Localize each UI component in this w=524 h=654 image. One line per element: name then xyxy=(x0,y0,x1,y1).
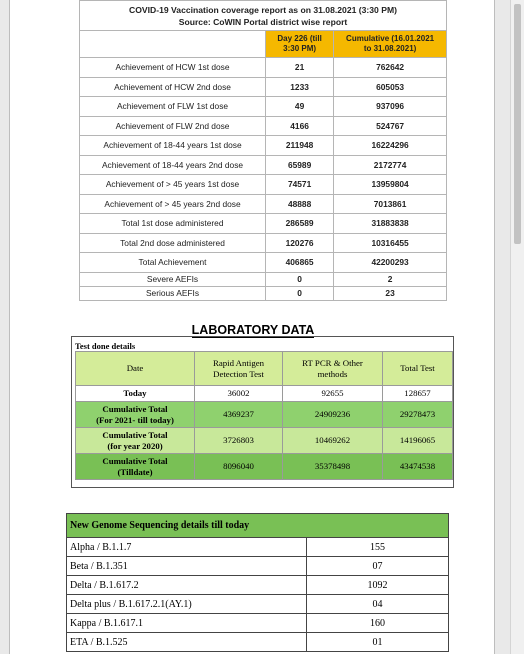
row-label: Achievement of > 45 years 2nd dose xyxy=(80,194,266,214)
vaccination-row xyxy=(80,286,447,300)
genome-row xyxy=(67,538,449,557)
row-cumulative: 937096 xyxy=(334,97,447,117)
row-day: 48888 xyxy=(266,194,334,214)
row-total: 29278473 xyxy=(383,402,453,428)
row-label: Serious AEFIs xyxy=(80,286,266,300)
laboratory-subtitle: Test done details xyxy=(75,341,136,351)
variant-count: 04 xyxy=(307,595,449,614)
vaccination-header-day: Day 226 (till 3:30 PM) xyxy=(266,31,334,58)
variant-count: 07 xyxy=(307,557,449,576)
row-day: 211948 xyxy=(266,136,334,156)
vaccination-header-blank xyxy=(80,31,266,58)
row-total: 128657 xyxy=(383,386,453,402)
vaccination-row xyxy=(80,272,447,286)
variant-count: 155 xyxy=(307,538,449,557)
variant-count: 01 xyxy=(307,633,449,652)
laboratory-row xyxy=(76,386,453,402)
row-label: Achievement of HCW 1st dose xyxy=(80,58,266,78)
vaccination-table xyxy=(79,0,447,301)
header-total: Total Test xyxy=(383,352,453,386)
row-cumulative: 7013861 xyxy=(334,194,447,214)
row-label: Severe AEFIs xyxy=(80,272,266,286)
variant-name: Kappa / B.1.617.1 xyxy=(67,614,307,633)
vaccination-row xyxy=(80,194,447,214)
row-day: 49 xyxy=(266,97,334,117)
row-cumulative: 524767 xyxy=(334,116,447,136)
row-label: Cumulative Total (For 2021- till today) xyxy=(76,402,195,428)
row-cumulative: 23 xyxy=(334,286,447,300)
document-page xyxy=(9,0,495,654)
variant-name: ETA / B.1.525 xyxy=(67,633,307,652)
row-label: Total 2nd dose administered xyxy=(80,233,266,253)
row-day: 1233 xyxy=(266,77,334,97)
genome-row xyxy=(67,595,449,614)
laboratory-row xyxy=(76,428,453,454)
row-day: 406865 xyxy=(266,253,334,273)
header-date: Date xyxy=(76,352,195,386)
row-label: Achievement of FLW 1st dose xyxy=(80,97,266,117)
genome-title: New Genome Sequencing details till today xyxy=(67,514,449,538)
row-label: Cumulative Total (Tilldate) xyxy=(76,454,195,480)
row-rat: 36002 xyxy=(195,386,283,402)
laboratory-title: LABORATORY DATA xyxy=(191,323,315,337)
genome-table xyxy=(66,513,449,652)
row-label: Achievement of 18-44 years 2nd dose xyxy=(80,155,266,175)
row-rat: 3726803 xyxy=(195,428,283,454)
laboratory-box xyxy=(71,336,454,488)
row-rtpcr: 24909236 xyxy=(283,402,383,428)
laboratory-table xyxy=(75,351,453,480)
variant-name: Delta / B.1.617.2 xyxy=(67,576,307,595)
row-label: Cumulative Total (for year 2020) xyxy=(76,428,195,454)
row-rtpcr: 10469262 xyxy=(283,428,383,454)
vaccination-row xyxy=(80,136,447,156)
header-rtpcr: RT PCR & Other methods xyxy=(283,352,383,386)
genome-row xyxy=(67,614,449,633)
vaccination-row xyxy=(80,155,447,175)
genome-row xyxy=(67,576,449,595)
row-label: Achievement of FLW 2nd dose xyxy=(80,116,266,136)
row-day: 65989 xyxy=(266,155,334,175)
variant-name: Alpha / B.1.1.7 xyxy=(67,538,307,557)
row-rat: 4369237 xyxy=(195,402,283,428)
vaccination-row xyxy=(80,175,447,195)
variant-name: Beta / B.1.351 xyxy=(67,557,307,576)
scrollbar-thumb[interactable] xyxy=(514,4,521,244)
row-cumulative: 10316455 xyxy=(334,233,447,253)
row-rtpcr: 92655 xyxy=(283,386,383,402)
row-cumulative: 13959804 xyxy=(334,175,447,195)
row-cumulative: 2172774 xyxy=(334,155,447,175)
row-cumulative: 762642 xyxy=(334,58,447,78)
variant-count: 1092 xyxy=(307,576,449,595)
row-total: 14196065 xyxy=(383,428,453,454)
variant-name: Delta plus / B.1.617.2.1(AY.1) xyxy=(67,595,307,614)
vaccination-row xyxy=(80,77,447,97)
laboratory-row xyxy=(76,454,453,480)
row-day: 0 xyxy=(266,272,334,286)
vaccination-header-cumulative: Cumulative (16.01.2021 to 31.08.2021) xyxy=(334,31,447,58)
row-label: Today xyxy=(76,386,195,402)
laboratory-header-row xyxy=(76,352,453,386)
row-total: 43474538 xyxy=(383,454,453,480)
row-day: 4166 xyxy=(266,116,334,136)
row-cumulative: 31883838 xyxy=(334,214,447,234)
row-label: Achievement of > 45 years 1st dose xyxy=(80,175,266,195)
vaccination-row xyxy=(80,214,447,234)
vaccination-row xyxy=(80,58,447,78)
row-day: 21 xyxy=(266,58,334,78)
row-label: Total 1st dose administered xyxy=(80,214,266,234)
row-label: Achievement of 18-44 years 1st dose xyxy=(80,136,266,156)
row-rtpcr: 35378498 xyxy=(283,454,383,480)
row-rat: 8096040 xyxy=(195,454,283,480)
row-day: 0 xyxy=(266,286,334,300)
vaccination-row xyxy=(80,253,447,273)
genome-row xyxy=(67,633,449,652)
row-cumulative: 2 xyxy=(334,272,447,286)
vertical-scrollbar[interactable] xyxy=(510,0,524,654)
row-cumulative: 16224296 xyxy=(334,136,447,156)
laboratory-row xyxy=(76,402,453,428)
row-cumulative: 42200293 xyxy=(334,253,447,273)
vaccination-row xyxy=(80,97,447,117)
header-rapid-antigen: Rapid Antigen Detection Test xyxy=(195,352,283,386)
row-cumulative: 605053 xyxy=(334,77,447,97)
row-label: Achievement of HCW 2nd dose xyxy=(80,77,266,97)
row-day: 286589 xyxy=(266,214,334,234)
variant-count: 160 xyxy=(307,614,449,633)
row-label: Total Achievement xyxy=(80,253,266,273)
vaccination-title: COVID-19 Vaccination coverage report as on 31.08.2021 (3:30 PM) Source: CoWIN Portal district wise report xyxy=(80,1,447,31)
genome-row xyxy=(67,557,449,576)
vaccination-row xyxy=(80,233,447,253)
row-day: 74571 xyxy=(266,175,334,195)
vaccination-row xyxy=(80,116,447,136)
row-day: 120276 xyxy=(266,233,334,253)
